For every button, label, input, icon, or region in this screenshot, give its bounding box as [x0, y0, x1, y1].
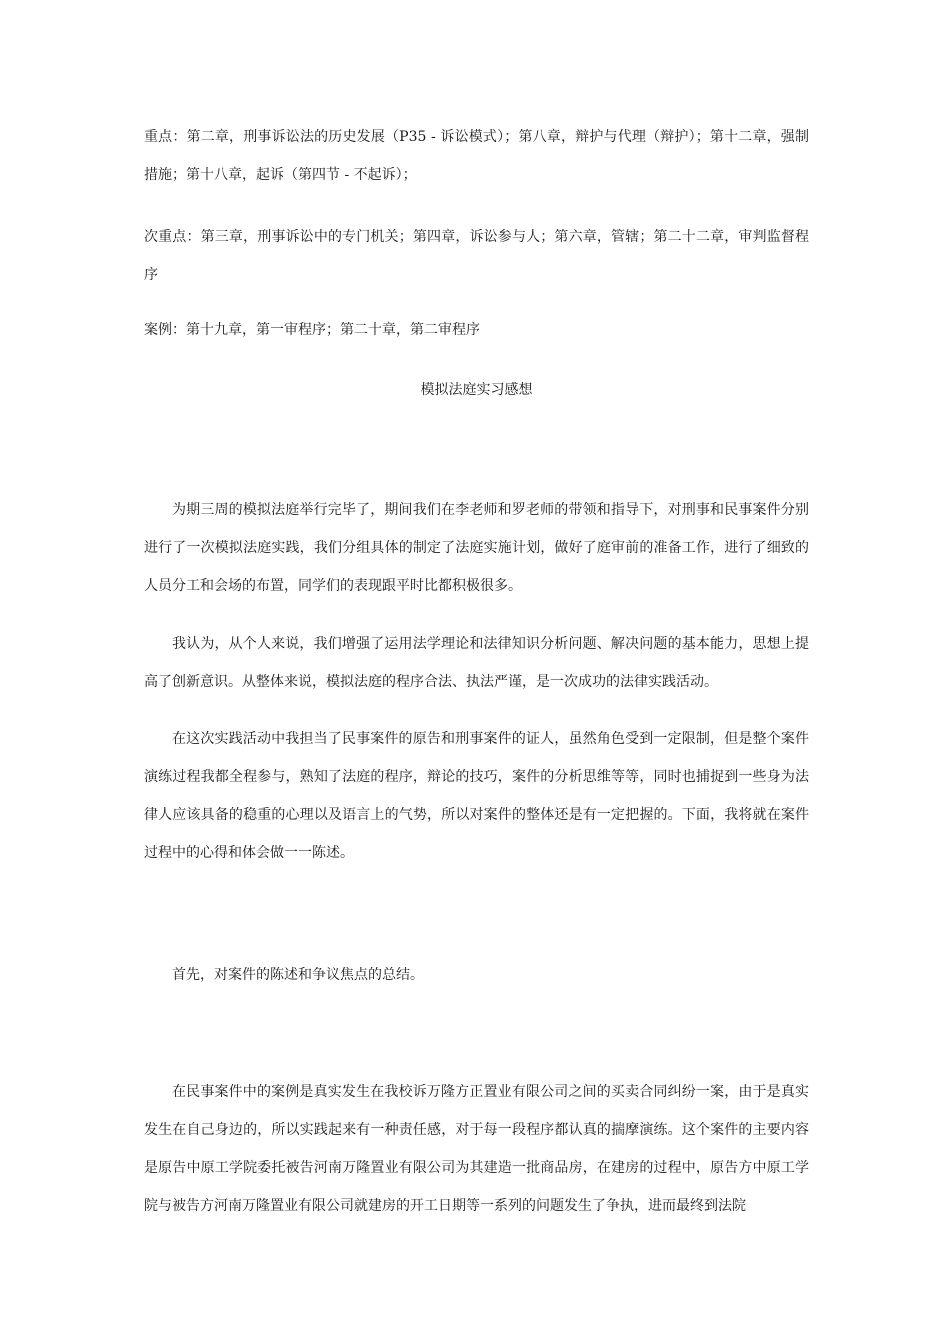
article-title: 模拟法庭实习感想 [420, 382, 533, 398]
article-paragraph: 我认为，从个人来说，我们增强了运用法学理论和法律知识分析问题、解决问题的基本能力，思想上提高了创新意识。从整体来说，模拟法庭的程序合法、执法严谨，是一次成功的法律实践活动。 [144, 636, 809, 690]
article-paragraph: 为期三周的模拟法庭举行完毕了，期间我们在李老师和罗老师的带领和指导下，对刑事和民事案件分别进行了一次模拟法庭实践，我们分组具体的制定了法庭实施计划，做好了庭审前的准备工作，进行了细致的人员分工和会场的布置，同学们的表现跟平时比都积极很多。 [144, 502, 809, 594]
article-paragraph: 在民事案件中的案例是真实发生在我校诉万隆方正置业有限公司之间的买卖合同纠纷一案，由于是真实发生在自己身边的，所以实践起来有一种责任感，对于每一段程序都认真的揣摩演练。这个案件的主要内容是原告中原工学院委托被告河南万隆置业有限公司为其建造一批商品房，在建房的过程中，原告方中原工学院与被告方河南万隆置业有限公司就建房的开工日期等一系列的问题发生了争执，进而最终到法院 [144, 1084, 809, 1214]
article-paragraph: 在这次实践活动中我担当了民事案件的原告和刑事案件的证人，虽然角色受到一定限制，但是整个案件演练过程我都全程参与，熟知了法庭的程序，辩论的技巧，案件的分析思维等等，同时也捕捉到一些身为法律人应该具备的稳重的心理以及语言上的气势，所以对案件的整体还是有一定把握的。下面，我将就在案件过程中的心得和体会做一一陈述。 [144, 731, 809, 861]
key-points-text: 重点：第二章，刑事诉讼法的历史发展（P35 - 诉讼模式）；第八章，辩护与代理（辩护）；第十二章，强制措施；第十八章，起诉（第四节 - 不起诉）； [144, 129, 809, 183]
cases-text: 案例：第十九章，第一审程序；第二十章，第二审程序 [144, 322, 480, 338]
article-paragraph: 首先，对案件的陈述和争议焦点的总结。 [172, 967, 424, 983]
secondary-points-text: 次重点：第三章，刑事诉讼中的专门机关；第四章，诉讼参与人；第六章，管辖；第二十二章，审判监督程序 [144, 229, 809, 283]
